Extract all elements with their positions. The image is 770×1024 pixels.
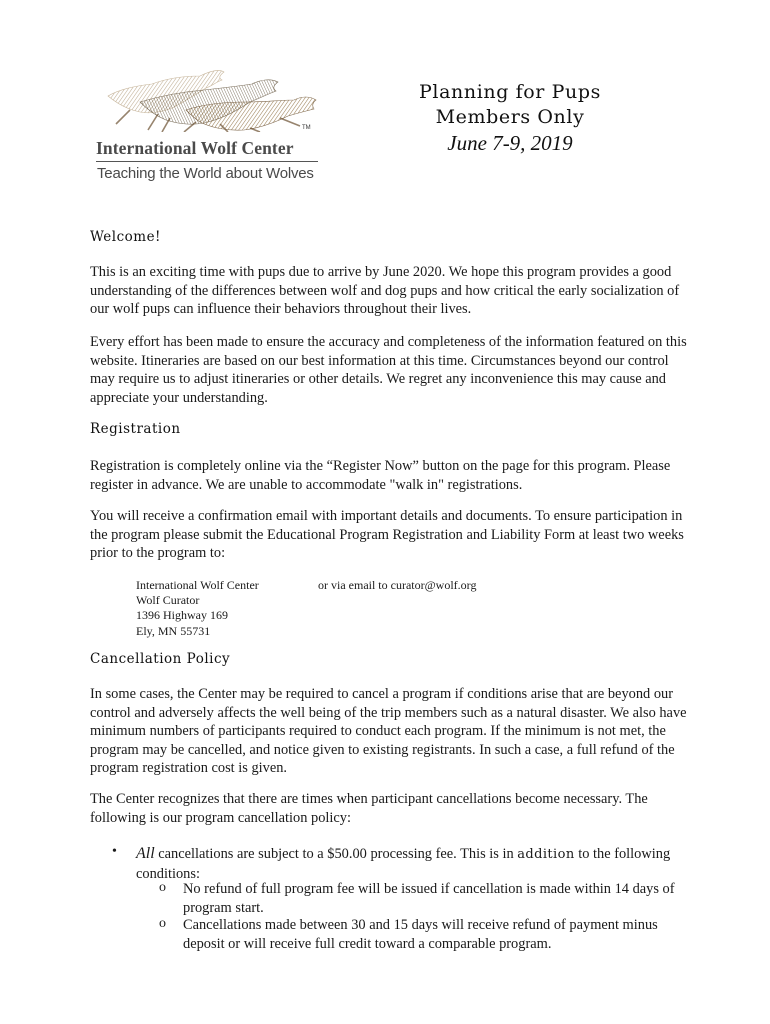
program-title: Planning for Pups bbox=[419, 81, 601, 103]
organization-logo bbox=[96, 66, 328, 186]
welcome-paragraph-1 bbox=[90, 263, 690, 319]
address-line: 1396 Highway 169 bbox=[136, 608, 228, 623]
paragraph-text: Every effort has been made to ensure the accuracy and completeness of the information featured on this website. Itineraries are based on our best information at this time. Circumstances beyond our control may require us to adjust itineraries or other details. We regret any inconvenience this may cause and appreciate your understanding. bbox=[90, 334, 687, 406]
organization-name: International Wolf Center bbox=[96, 138, 294, 158]
organization-tagline: Teaching the World about Wolves bbox=[97, 165, 314, 182]
paragraph-text: Registration is completely online via the “Register Now” button on the page for this program. Please register in advance. We are unable to accommodate "walk in" registrations. bbox=[90, 458, 671, 493]
bullet-text: to the following conditions: bbox=[136, 846, 671, 882]
cancellation-paragraph-1 bbox=[90, 685, 690, 778]
registration-paragraph-1 bbox=[90, 457, 690, 494]
sub-bullet-marker: o bbox=[159, 880, 166, 895]
policy-bullet bbox=[136, 845, 692, 883]
cancellation-paragraph-2 bbox=[90, 790, 690, 827]
mailing-address bbox=[136, 578, 259, 639]
bullet-text: cancellations are subject to a $50.00 processing fee. This is in bbox=[154, 846, 518, 862]
welcome-paragraph-2 bbox=[90, 333, 690, 407]
welcome-heading: Welcome! bbox=[90, 229, 161, 245]
program-date: June 7-9, 2019 bbox=[447, 131, 573, 155]
paragraph-text: In some cases, the Center may be required to cancel a program if conditions arise that are beyond our control and adversely affects the well being of the trip members such as a natural disaster. We also have minimum numbers of participants required to conduct each program. If the minimum is not met, the program may be cancelled, and notice given to existing registrants. In such a case, a full refund of the program registration cost is given. bbox=[90, 686, 687, 777]
paragraph-text: This is an exciting time with pups due to arrive by June 2020. We hope this program provides a good understanding of the differences between wolf and dog pups and how critical the early socialization of our wolf pups can influence their behaviors throughout their lives. bbox=[90, 264, 680, 318]
policy-sub-item: No refund of full program fee will be issued if cancellation is made within 14 days of program start. bbox=[183, 881, 675, 916]
program-title-block bbox=[400, 80, 620, 156]
cancellation-heading: Cancellation Policy bbox=[90, 651, 231, 667]
email-contact: or via email to curator@wolf.org bbox=[318, 578, 477, 592]
paragraph-text: You will receive a confirmation email with important details and documents. To ensure participation in the program please submit the Educational Program Registration and Liability Form at least two weeks prior to the program to: bbox=[90, 508, 684, 562]
registration-heading: Registration bbox=[90, 421, 181, 437]
sub-bullet-marker: o bbox=[159, 916, 166, 931]
bullet-addition-word: addition bbox=[517, 847, 575, 862]
bullet-emphasis: All bbox=[136, 845, 155, 862]
address-line: Ely, MN 55731 bbox=[136, 623, 211, 638]
registration-paragraph-2 bbox=[90, 507, 690, 563]
running-wolves-illustration bbox=[100, 66, 318, 132]
logo-divider bbox=[96, 161, 318, 162]
address-line: International Wolf Center bbox=[136, 578, 259, 592]
policy-sub-item: Cancellations made between 30 and 15 days will receive refund of payment minus deposit or will receive full credit toward a comparable program. bbox=[183, 917, 658, 952]
program-subtitle: Members Only bbox=[435, 106, 585, 128]
trademark-symbol: TM bbox=[302, 125, 311, 131]
paragraph-text: The Center recognizes that there are times when participant cancellations become necessary. The following is our program cancellation policy: bbox=[90, 791, 648, 826]
bullet-marker: • bbox=[112, 844, 117, 859]
address-line: Wolf Curator bbox=[136, 593, 200, 608]
